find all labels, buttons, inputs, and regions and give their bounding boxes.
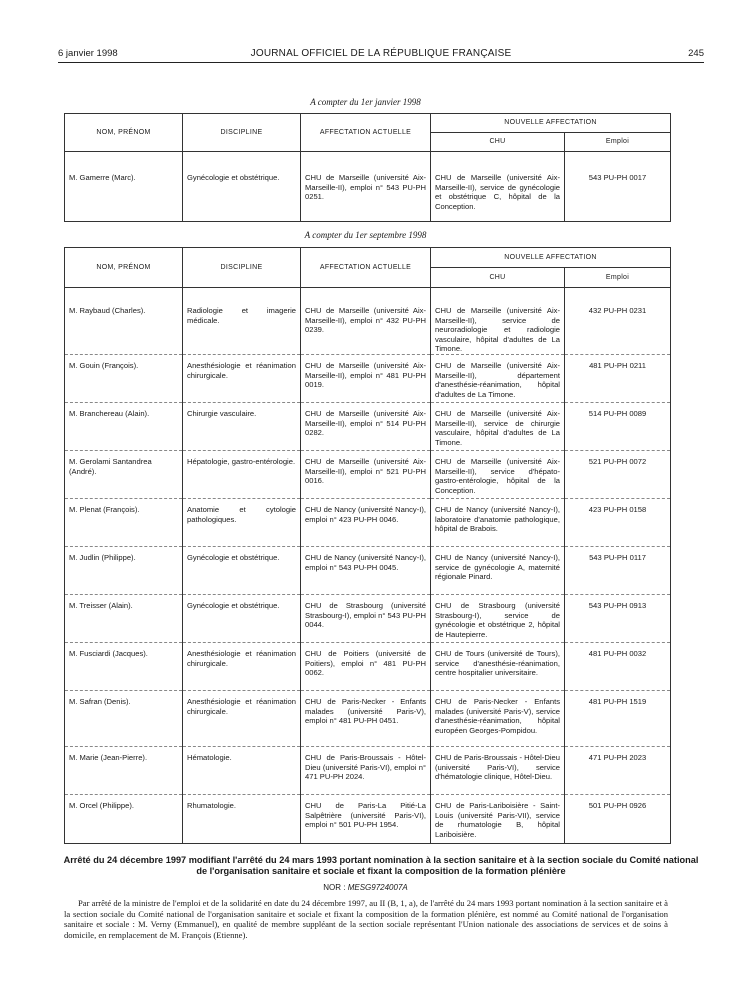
col-header-discipline: DISCIPLINE (183, 248, 301, 288)
cell-chu: CHU de Nancy (université Nancy-I), service de gynécologie A, maternité régionale Pinard. (431, 546, 565, 594)
cell-affectation: CHU de Paris-La Pitié-La Salpêtrière (université Paris-VI), emploi n° 501 PU-PH 1954. (301, 794, 431, 843)
cell-affectation: CHU de Paris-Necker - Enfants malades (université Paris-V), emploi n° 481 PU-PH 0451. (301, 690, 431, 746)
col-header-nom: NOM, PRÉNOM (65, 248, 183, 288)
cell-discipline: Gynécologie et obstétrique. (183, 594, 301, 642)
col-header-nouvelle-affectation: NOUVELLE AFFECTATION (431, 114, 671, 133)
cell-nom: M. Orcel (Philippe). (65, 794, 183, 843)
cell-affectation: CHU de Nancy (université Nancy-I), emploi n° 423 PU-PH 0046. (301, 498, 431, 546)
cell-chu: CHU de Strasbourg (université Strasbourg-I), service de gynécologie et obstétrique 2, hôpital de Hautepierre. (431, 594, 565, 642)
page-header (58, 48, 704, 62)
cell-chu: CHU de Tours (université de Tours), service d'anesthésie-réanimation, centre hospitalier universitaire. (431, 642, 565, 690)
cell-nom: M. Treisser (Alain). (65, 594, 183, 642)
cell-affectation: CHU de Nancy (université Nancy-I), emploi n° 543 PU-PH 0045. (301, 546, 431, 594)
cell-chu: CHU de Marseille (université Aix-Marseille-II), service d'hépato-gastro-entérologie, hôpital de la Conception. (431, 450, 565, 498)
table-row (65, 498, 671, 546)
cell-affectation: CHU de Paris-Broussais - Hôtel-Dieu (université Paris-VI), emploi n° 471 PU-PH 2024. (301, 746, 431, 794)
nor-code: MESG9724007A (347, 883, 408, 892)
col-header-chu: CHU (431, 268, 565, 288)
cell-emploi: 432 PU-PH 0231 (565, 288, 671, 355)
col-header-affectation: AFFECTATION ACTUELLE (301, 114, 431, 152)
cell-emploi: 481 PU-PH 0032 (565, 642, 671, 690)
cell-chu: CHU de Marseille (université Aix-Marseille-II), département d'anesthésie-réanimation, hôpital d'adultes de La Timone. (431, 354, 565, 402)
cell-chu: CHU de Paris-Broussais - Hôtel-Dieu (université Paris-VI), service d'hématologie clinique, Hôtel-Dieu. (431, 746, 565, 794)
cell-emploi: 501 PU-PH 0926 (565, 794, 671, 843)
section2-caption: A compter du 1er septembre 1998 (304, 230, 427, 240)
col-header-nouvelle-affectation: NOUVELLE AFFECTATION (431, 248, 671, 268)
arrete-title: Arrêté du 24 décembre 1997 modifiant l'arrêté du 24 mars 1993 portant nomination à la section sanitaire et à la section sociale du Comité national de l'organisation sanitaire et sociale et fixant la composition de la formation plénière (63, 855, 699, 876)
cell-nom: M. Raybaud (Charles). (65, 288, 183, 355)
cell-affectation: CHU de Marseille (université Aix-Marseille-II), emploi n° 543 PU-PH 0251. (301, 152, 431, 222)
cell-chu: CHU de Paris-Necker - Enfants malades (université Paris-V), service d'anesthésie-réanimation, hôpital européen Georges-Pompidou. (431, 690, 565, 746)
cell-nom: M. Gamerre (Marc). (65, 152, 183, 222)
table-row (65, 546, 671, 594)
cell-emploi: 481 PU-PH 1519 (565, 690, 671, 746)
cell-affectation: CHU de Poitiers (université de Poitiers), emploi n° 481 PU-PH 0062. (301, 642, 431, 690)
cell-affectation: CHU de Marseille (université Aix-Marseille-II), emploi n° 481 PU-PH 0019. (301, 354, 431, 402)
cell-discipline: Anesthésiologie et réanimation chirurgicale. (183, 690, 301, 746)
table-row (65, 354, 671, 402)
cell-nom: M. Judlin (Philippe). (65, 546, 183, 594)
cell-nom: M. Branchereau (Alain). (65, 402, 183, 450)
cell-discipline: Anesthésiologie et réanimation chirurgicale. (183, 642, 301, 690)
table-row (65, 690, 671, 746)
cell-discipline: Gynécologie et obstétrique. (183, 546, 301, 594)
cell-affectation: CHU de Marseille (université Aix-Marseille-II), emploi n° 514 PU-PH 0282. (301, 402, 431, 450)
page-number: 245 (688, 48, 704, 59)
arrete-body: Par arrêté de la ministre de l'emploi et de la solidarité en date du 24 décembre 1997, au II (B, 1, a), de l'arrêté du 24 mars 1993 portant nomination à la section sanitaire et à la section sociale du Comité national de l'organisation sanitaire et sociale et fixant la composition de la formation plénière, est nommé au Comité national de l'organisation sanitaire et sociale : M. Verny (Emmanuel), en qualité de membre suppléant de la section sociale représentant l'Union nationale des associations de services et de soins à domicile, en remplacement de M. François (Etienne). (64, 898, 668, 940)
table-row (65, 450, 671, 498)
cell-discipline: Hématologie. (183, 746, 301, 794)
table-row (65, 642, 671, 690)
table-row (65, 402, 671, 450)
cell-nom: M. Gouin (François). (65, 354, 183, 402)
cell-discipline: Rhumatologie. (183, 794, 301, 843)
col-header-affectation: AFFECTATION ACTUELLE (301, 248, 431, 288)
cell-emploi: 423 PU-PH 0158 (565, 498, 671, 546)
cell-chu: CHU de Marseille (université Aix-Marseille-II), service de chirurgie vasculaire, hôpital d'adultes de La Timone. (431, 402, 565, 450)
cell-affectation: CHU de Strasbourg (université Strasbourg-I), emploi n° 543 PU-PH 0044. (301, 594, 431, 642)
cell-nom: M. Plenat (François). (65, 498, 183, 546)
table-row (65, 288, 671, 355)
appointments-table-1 (64, 113, 671, 222)
cell-emploi: 471 PU-PH 2023 (565, 746, 671, 794)
nor-reference (0, 883, 731, 892)
cell-discipline: Hépatologie, gastro-entérologie. (183, 450, 301, 498)
col-header-emploi: Emploi (565, 268, 671, 288)
cell-discipline: Anesthésiologie et réanimation chirurgicale. (183, 354, 301, 402)
cell-emploi: 521 PU-PH 0072 (565, 450, 671, 498)
cell-discipline: Anatomie et cytologie pathologiques. (183, 498, 301, 546)
nor-label: NOR : (323, 883, 346, 892)
cell-nom: M. Safran (Denis). (65, 690, 183, 746)
cell-discipline: Chirurgie vasculaire. (183, 402, 301, 450)
col-header-nom: NOM, PRÉNOM (65, 114, 183, 152)
col-header-emploi: Emploi (565, 133, 671, 152)
table-row (65, 794, 671, 843)
cell-emploi: 514 PU-PH 0089 (565, 402, 671, 450)
header-rule (58, 62, 704, 63)
cell-affectation: CHU de Marseille (université Aix-Marseille-II), emploi n° 521 PU-PH 0016. (301, 450, 431, 498)
header-date: 6 janvier 1998 (58, 48, 118, 59)
cell-chu: CHU de Nancy (université Nancy-I), laboratoire d'anatomie pathologique, hôpital de Brabois. (431, 498, 565, 546)
cell-nom: M. Marie (Jean-Pierre). (65, 746, 183, 794)
cell-emploi: 543 PU-PH 0017 (565, 152, 671, 222)
table-row (65, 746, 671, 794)
appointments-table-2 (64, 247, 671, 844)
cell-chu: CHU de Paris-Lariboisière - Saint-Louis (université Paris-VII), service de rhumatologie B, hôpital Lariboisière. (431, 794, 565, 843)
cell-nom: M. Gerolami Santandrea (André). (65, 450, 183, 498)
cell-affectation: CHU de Marseille (université Aix-Marseille-II), emploi n° 432 PU-PH 0239. (301, 288, 431, 355)
section1-caption: A compter du 1er janvier 1998 (310, 97, 421, 107)
col-header-discipline: DISCIPLINE (183, 114, 301, 152)
cell-emploi: 543 PU-PH 0913 (565, 594, 671, 642)
table-row (65, 594, 671, 642)
cell-chu: CHU de Marseille (université Aix-Marseille-II), service de gynécologie et obstétrique C, hôpital de la Conception. (431, 152, 565, 222)
cell-discipline: Radiologie et imagerie médicale. (183, 288, 301, 355)
cell-emploi: 481 PU-PH 0211 (565, 354, 671, 402)
cell-discipline: Gynécologie et obstétrique. (183, 152, 301, 222)
cell-chu: CHU de Marseille (université Aix-Marseille-II), service de neuroradiologie et radiologie vasculaire, hôpital d'adultes de La Timone. (431, 288, 565, 355)
journal-title: JOURNAL OFFICIEL DE LA RÉPUBLIQUE FRANÇAISE (250, 48, 512, 59)
cell-emploi: 543 PU-PH 0117 (565, 546, 671, 594)
col-header-chu: CHU (431, 133, 565, 152)
cell-nom: M. Fusciardi (Jacques). (65, 642, 183, 690)
table-row (65, 152, 671, 222)
